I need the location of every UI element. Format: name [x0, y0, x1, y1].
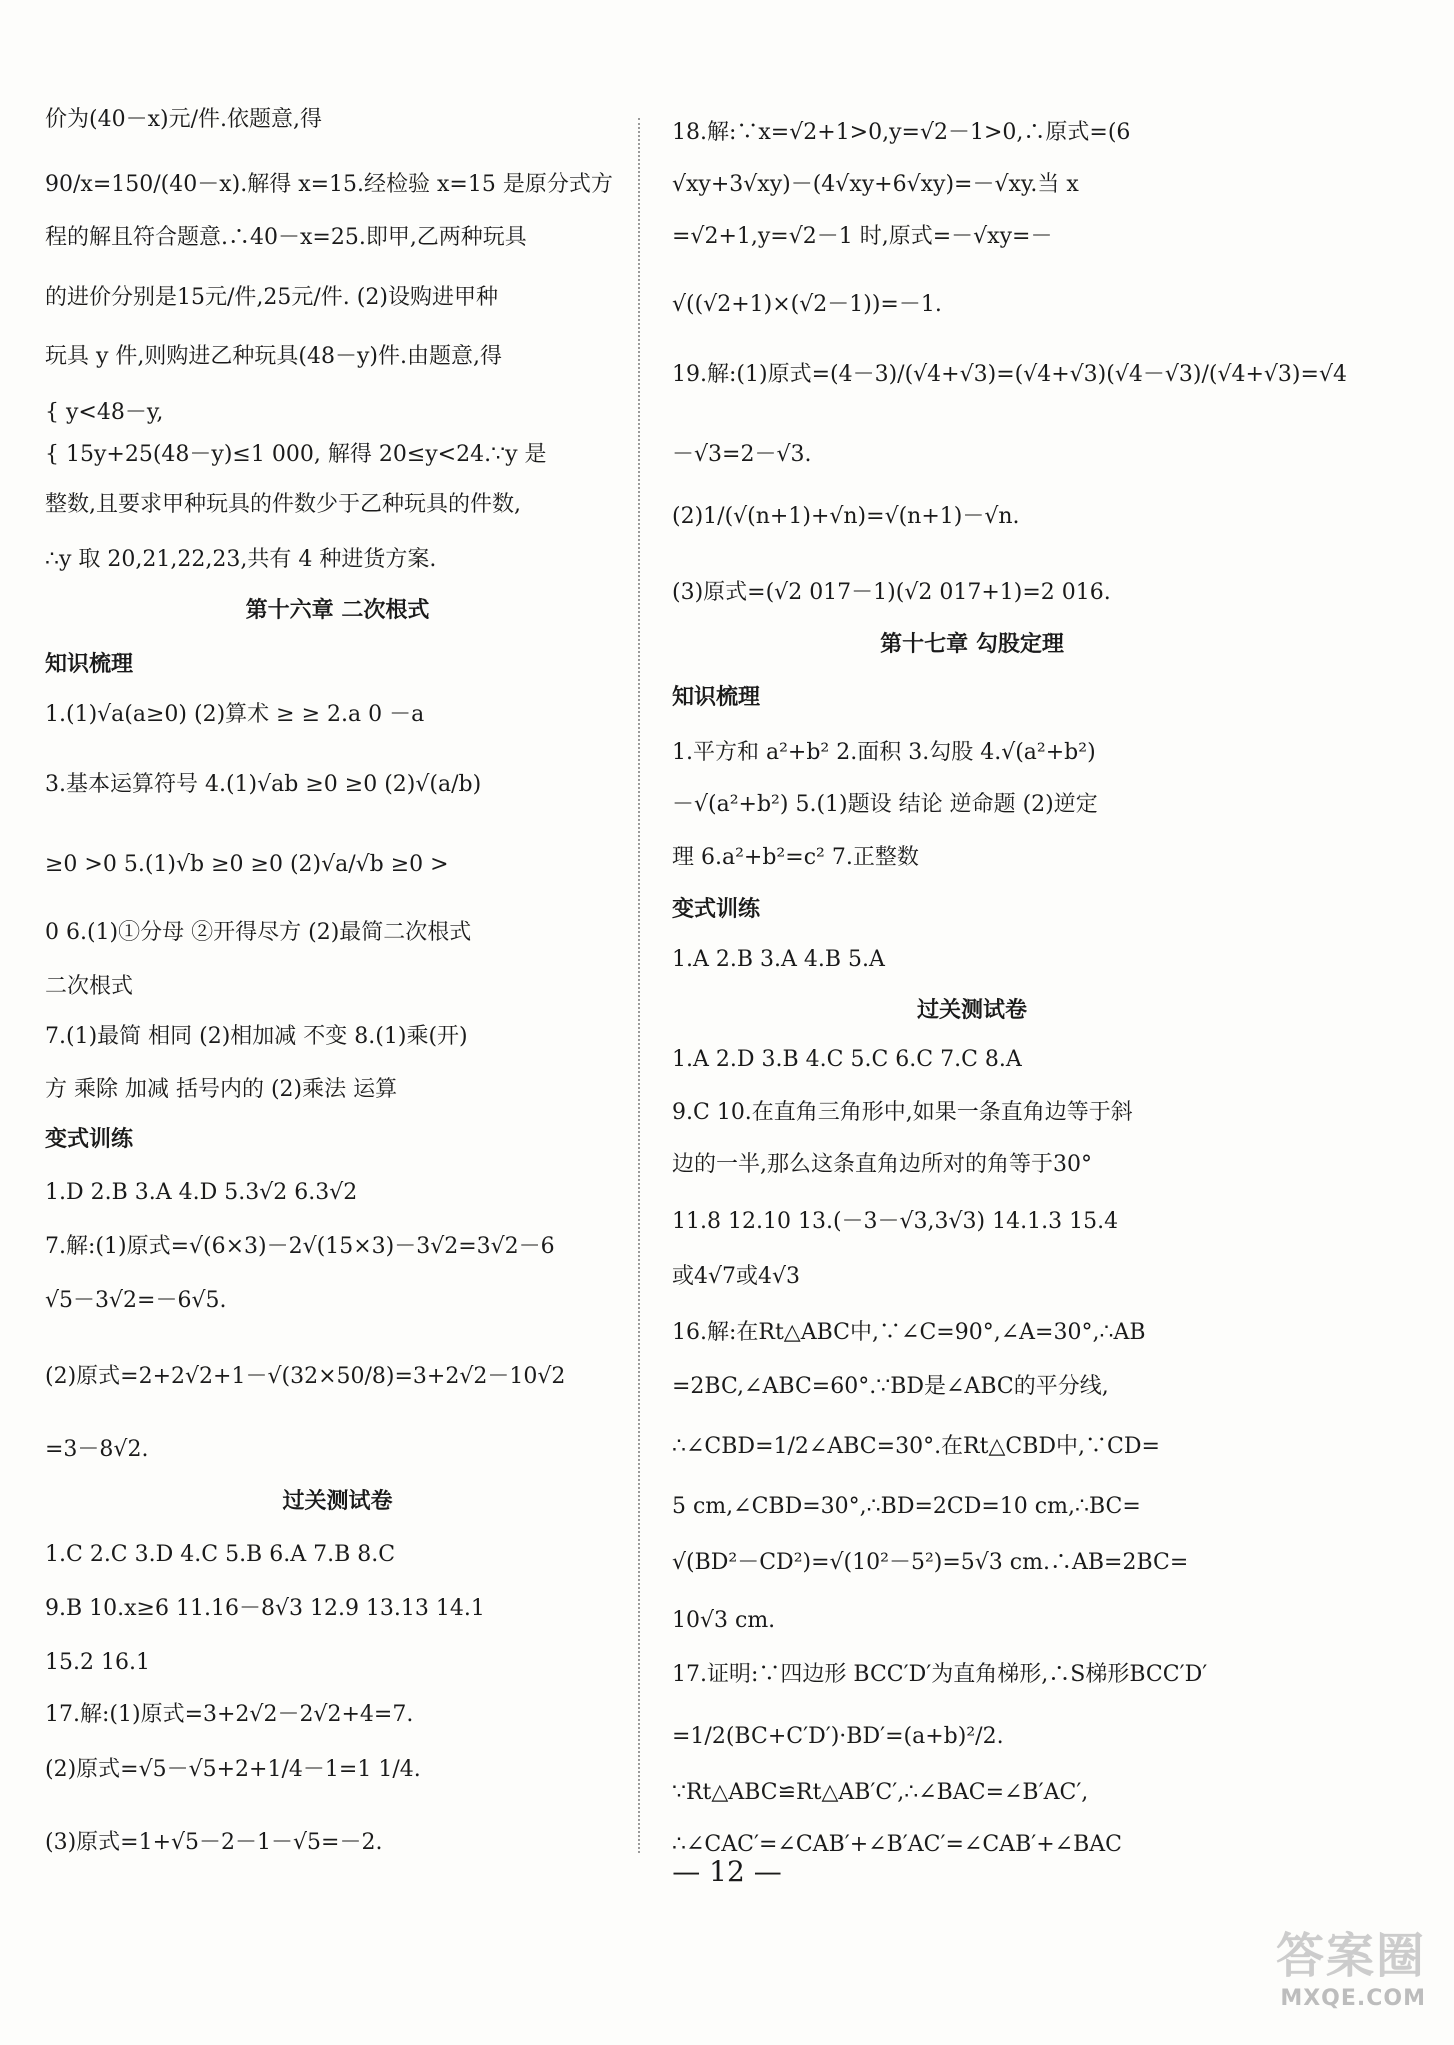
right-text-line: √(BD²－CD²)=√(10²－5²)=5√3 cm.∴AB=2BC= [672, 1550, 1189, 1575]
right-text-line: 19.解:(1)原式=(4－3)/(√4+√3)=(√4+√3)(√4－√3)/(√4+√3)=√4 [672, 362, 1347, 387]
left-text-line: 9.B 10.x≥6 11.16－8√3 12.9 13.13 14.1 [45, 1596, 485, 1621]
right-heading: 第十七章 勾股定理 [880, 632, 1064, 657]
right-text-line: ∴∠CAC′=∠CAB′+∠B′AC′=∠CAB′+∠BAC [672, 1832, 1122, 1857]
right-text-line: 16.解:在Rt△ABC中,∵∠C=90°,∠A=30°,∴AB [672, 1320, 1146, 1345]
left-text-line: 玩具 y 件,则购进乙种玩具(48－y)件.由题意,得 [45, 344, 502, 369]
right-heading: 知识梳理 [672, 685, 761, 710]
left-text-line: 整数,且要求甲种玩具的件数少于乙种玩具的件数, [45, 492, 521, 517]
right-text-line: 10√3 cm. [672, 1608, 776, 1633]
right-text-line: －√3=2－√3. [672, 442, 812, 467]
left-heading: 第十六章 二次根式 [245, 598, 430, 623]
right-text-line: 1.A 2.D 3.B 4.C 5.C 6.C 7.C 8.A [672, 1047, 1022, 1072]
left-text-line: ≥0 >0 5.(1)√b ≥0 ≥0 (2)√a/√b ≥0 > [45, 852, 449, 877]
watermark-url: MXQE.COM [1280, 1986, 1426, 2011]
right-heading: 变式训练 [672, 897, 761, 922]
right-text-line: 理 6.a²+b²=c² 7.正整数 [672, 845, 919, 870]
right-text-line: (2)1/(√(n+1)+√n)=√(n+1)－√n. [672, 504, 1020, 529]
left-text-line: =3－8√2. [45, 1437, 149, 1462]
right-text-line: =√2+1,y=√2－1 时,原式=－√xy=－ [672, 224, 1053, 249]
left-text-line: 1.(1)√a(a≥0) (2)算术 ≥ ≥ 2.a 0 －a [45, 702, 425, 727]
left-text-line: (3)原式=1+√5－2－1－√5=－2. [45, 1830, 383, 1855]
right-text-line: (3)原式=(√2 017－1)(√2 017+1)=2 016. [672, 580, 1111, 605]
right-text-line: ∴∠CBD=1/2∠ABC=30°.在Rt△CBD中,∵CD= [672, 1434, 1160, 1459]
right-text-line: 1.平方和 a²+b² 2.面积 3.勾股 4.√(a²+b²) [672, 740, 1096, 765]
left-heading: 变式训练 [45, 1127, 134, 1152]
watermark-logo-text: 答案圈 [1275, 1928, 1426, 1984]
right-text-line: 边的一半,那么这条直角边所对的角等于30° [672, 1152, 1092, 1177]
right-text-line: －√(a²+b²) 5.(1)题设 结论 逆命题 (2)逆定 [672, 792, 1098, 817]
left-text-line: 90/x=150/(40－x).解得 x=15.经检验 x=15 是原分式方 [45, 172, 613, 197]
right-text-line: 18.解:∵x=√2+1>0,y=√2－1>0,∴原式=(6 [672, 120, 1131, 145]
right-text-line: ∵Rt△ABC≌Rt△AB′C′,∴∠BAC=∠B′AC′, [672, 1780, 1089, 1805]
left-text-line: (2)原式=√5－√5+2+1/4－1=1 1/4. [45, 1757, 421, 1782]
right-heading: 过关测试卷 [916, 998, 1027, 1023]
right-text-line: 11.8 12.10 13.(－3－√3,3√3) 14.1.3 15.4 [672, 1209, 1119, 1234]
right-text-line: 9.C 10.在直角三角形中,如果一条直角边等于斜 [672, 1100, 1133, 1125]
left-text-line: 15.2 16.1 [45, 1650, 150, 1675]
left-text-line: 7.(1)最简 相同 (2)相加减 不变 8.(1)乘(开) [45, 1024, 468, 1049]
left-text-line: √5－3√2=－6√5. [45, 1288, 227, 1313]
left-text-line: 价为(40－x)元/件.依题意,得 [45, 107, 322, 132]
left-text-line: 方 乘除 加减 括号内的 (2)乘法 运算 [45, 1077, 398, 1102]
left-heading: 知识梳理 [45, 652, 134, 677]
left-text-line: ∴y 取 20,21,22,23,共有 4 种进货方案. [45, 547, 437, 572]
watermark-logo [1176, 1917, 1426, 2027]
right-text-line: 或4√7或4√3 [672, 1264, 801, 1289]
left-text-line: (2)原式=2+2√2+1－√(32×50/8)=3+2√2－10√2 [45, 1364, 566, 1389]
right-text-line: =2BC,∠ABC=60°.∵BD是∠ABC的平分线, [672, 1374, 1109, 1399]
right-text-line: √((√2+1)×(√2－1))=－1. [672, 292, 942, 317]
left-text-line: 二次根式 [45, 974, 134, 999]
left-text-line: 1.D 2.B 3.A 4.D 5.3√2 6.3√2 [45, 1180, 358, 1205]
left-text-line: 3.基本运算符号 4.(1)√ab ≥0 ≥0 (2)√(a/b) [45, 772, 482, 797]
page-number: — 12 — [672, 1855, 782, 1888]
right-text-line: 1.A 2.B 3.A 4.B 5.A [672, 947, 885, 972]
left-heading: 过关测试卷 [282, 1489, 393, 1514]
column-divider [638, 118, 640, 1853]
right-text-line: 5 cm,∠CBD=30°,∴BD=2CD=10 cm,∴BC= [672, 1494, 1141, 1519]
left-text-line: 1.C 2.C 3.D 4.C 5.B 6.A 7.B 8.C [45, 1542, 396, 1567]
left-text-line: { 15y+25(48－y)≤1 000, 解得 20≤y<24.∵y 是 [45, 442, 547, 467]
right-text-line: 17.证明:∵四边形 BCC′D′为直角梯形,∴S梯形BCC′D′ [672, 1662, 1208, 1687]
left-text-line: 的进价分别是15元/件,25元/件. (2)设购进甲种 [45, 285, 498, 310]
left-text-line: 17.解:(1)原式=3+2√2－2√2+4=7. [45, 1702, 414, 1727]
left-text-line: 程的解且符合题意.∴40－x=25.即甲,乙两种玩具 [45, 225, 527, 250]
left-text-line: { y<48－y, [45, 400, 164, 425]
right-text-line: =1/2(BC+C′D′)·BD′=(a+b)²/2. [672, 1724, 1004, 1749]
left-text-line: 7.解:(1)原式=√(6×3)－2√(15×3)－3√2=3√2－6 [45, 1234, 555, 1259]
right-text-line: √xy+3√xy)－(4√xy+6√xy)=－√xy.当 x [672, 172, 1079, 197]
left-text-line: 0 6.(1)①分母 ②开得尽方 (2)最简二次根式 [45, 920, 472, 945]
